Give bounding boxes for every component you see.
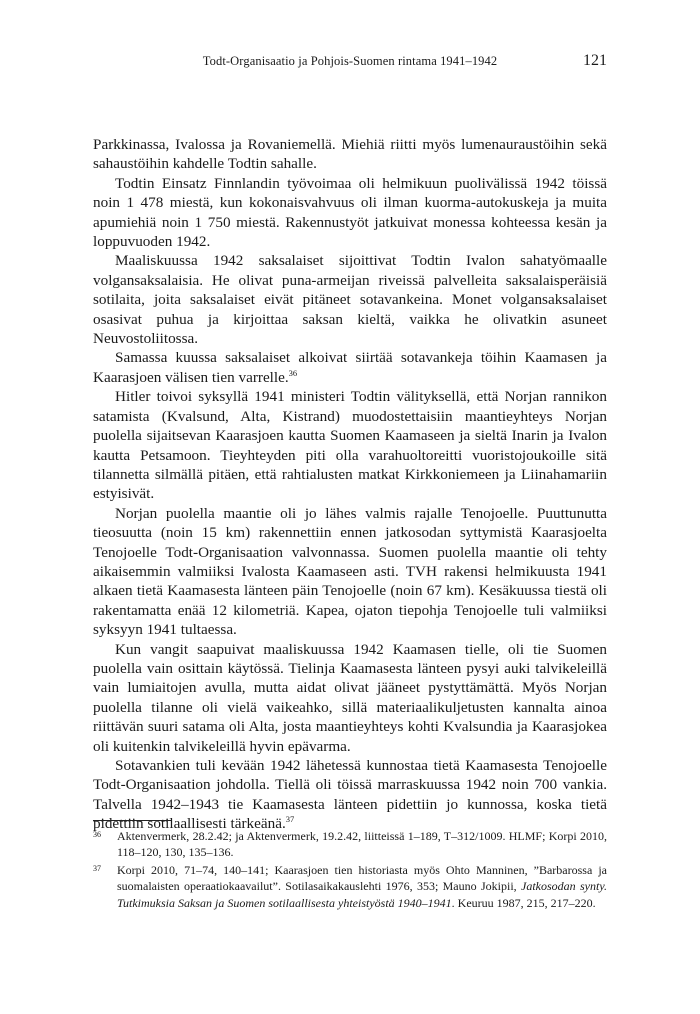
body-text	[93, 135, 607, 834]
paragraph-5: Hitler toivoi syksyllä 1941 ministeri Todtin välityksellä, että Norjan rannikon satamista (Kvalsund, Alta, Kistrand) muodostettaisiin maantieyhteys Norjan puolella sijaitsevan Kaarasjoen kautta Suomen Kaamaseen ja sieltä Inarin ja Ivalon kautta Petsamoon. Tieyhteyden piti olla varahuoltoreitti vuoristojoukoille sitä tilannetta silmällä pitäen, että rahtialusten matkat Kirkkoniemeen ja Liinahamariin estyisivät.	[93, 388, 607, 503]
paragraph-2: Todtin Einsatz Finnlandin työvoimaa oli helmikuun puolivälissä 1942 töissä noin 1 478 miestä, kun kokonaisvahvuus oli ilman kuorma-autokuskeja ja muita apumiehiä noin 1 750 miestä. Rakennustyöt jatkuivat monessa kohteessa kesän ja loppuvuoden 1942.	[93, 174, 607, 251]
footnote-number: 36	[93, 830, 101, 839]
running-header	[93, 52, 607, 72]
running-title: Todt-Organisaatio ja Pohjois-Suomen rintama 1941–1942	[202, 54, 498, 68]
footnote-book-title: Jatkosodan synty. Tutkimuksia Saksan ja Suomen sotilaallisesta yhteistyöstä 1940–1941	[117, 879, 607, 910]
paragraph-3: Maaliskuussa 1942 saksalaiset sijoittivat Todtin Ivalon sahatyömaalle volgansaksalaisia. He olivat puna-armeijan riveissä palvelleita saksalaisperäisiä sotilaita, joita saksalaiset eivät pitäneet sotavankeina. Monet volgansaksalaiset osasivat puhua ja kirjoittaa saksan kieltä, vaikka he olivatkin asuneet Neuvostoliitossa.	[93, 252, 607, 348]
page-number: 121	[583, 52, 607, 69]
paragraph-8: Sotavankien tuli kevään 1942 lähetessä kunnostaa tietä Kaamasesta Tenojoelle Todt-Organisaation johdolla. Tiellä oli töissä marraskuussa 1942 noin 700 vankia. Talvella 1942–1943 tie Kaamasesta länteen pidettiin jo kunnossa, koska tietä pidettiin sotilaallisesti tärkeänä.$^{37}$	[93, 757, 607, 833]
paragraph-6: Norjan puolella maantie oli jo lähes valmis rajalle Tenojoelle. Puuttunutta tieosuutta (noin 15 km) rakennettiin ennen jatkosodan syttymistä Kaarasjoelta Tenojoelle Todt-Organisaation valvonnassa. Suomen puolella maantie oli tehty aikaisemmin valmiiksi Ivalosta Kaamaseen asti. TVH rakensi helmikuusta 1941 alkaen tietä Kaamasesta länteen päin Tenojoelle (noin 67 km). Kesäkuussa tiestä oli rakentamatta enää 12 kilometriä. Kapea, ojaton tiepohja Tenojoelle tuli valmiiksi syksyyn 1941 tultaessa.	[93, 504, 607, 639]
paragraph-4: Samassa kuussa saksalaiset alkoivat siirtää sotavankeja töihin Kaamasen ja Kaarasjoen välisen tien varrelle.$^{36}$	[93, 349, 607, 386]
paragraph-7: Kun vangit saapuivat maaliskuussa 1942 Kaamasen tielle, oli tie Suomen puolella vain osittain käytössä. Tielinja Kaamasesta länteen pysyi auki talvikeleillä vain lumiaitojen avulla, mutta aidat olivat jääneet pystyttämättä. Myös Norjan puolella tilanne oli vielä vaikeahko, sillä materiaalikuljetusten kannalta ainoa riittävän suuri satama oli Alta, josta maantieyhteys kohti Kvalsundia ja Kaarasjokea oli kuitenkin talvikeleillä hyvin epävarma.	[93, 640, 607, 755]
footnote-36	[93, 828, 607, 861]
footnote-divider	[93, 820, 171, 821]
footnote-text: Aktenvermerk, 28.2.42; ja Aktenvermerk, 19.2.42, liitteissä 1–189, T–312/1009. HLMF; Korpi 2010, 118–120, 130, 135–136.	[117, 829, 607, 860]
footnote-number: 37	[93, 863, 101, 873]
footnote-ref-37: 37	[285, 814, 295, 825]
footnote-text: Korpi 2010, 71–74, 140–141; Kaarasjoen tien historiasta myös Ohto Manninen, ”Barbarossa ja suomalaisten operaatiokaavailut”. Sotilasaikakauslehti 1976, 353; Mauno Jokipii,	[117, 862, 607, 894]
footnote-37	[93, 862, 607, 911]
footnote-text-end: . Keuruu 1987, 215, 217–220.	[451, 895, 596, 910]
paragraph-1: Parkkinassa, Ivalossa ja Rovaniemellä. Miehiä riitti myös lumenauraustöihin sekä sahaustöihin kahdelle Todtin sahalle.	[93, 136, 607, 173]
footnotes	[93, 828, 607, 912]
footnote-ref-36: 36	[288, 367, 298, 378]
